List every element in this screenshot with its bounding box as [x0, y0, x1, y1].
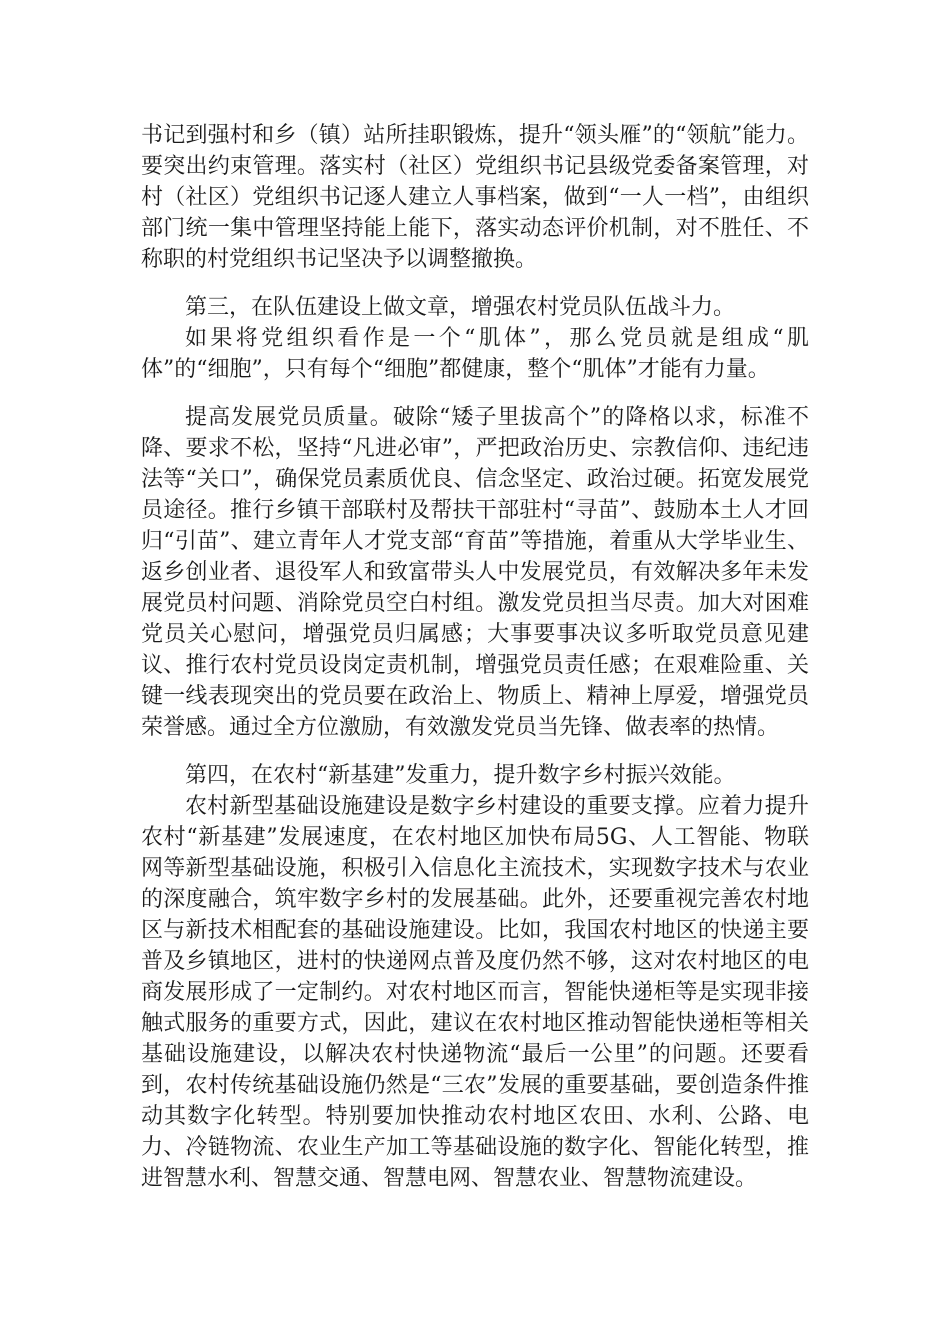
paragraph-metaphor: 如果将党组织看作是一个“肌体”，那么党员就是组成“肌体”的“细胞”，只有每个“细胞”都健康，整个“肌体”才能有力量。: [141, 326, 809, 382]
section-heading-three: 第三，在队伍建设上做文章，增强农村党员队伍战斗力。: [185, 295, 736, 320]
paragraph-new-infrastructure: 农村新型基础设施建设是数字乡村建设的重要支撑。应着力提升农村“新基建”发展速度，在农村地区加快布局5G、人工智能、物联网等新型基础设施，积极引入信息化主流技术，实现数字技术与农业的深度融合，筑牢数字乡村的发展基础。此外，还要重视完善农村地区与新技术相配套的基础设施建设。比如，我国农村地区的快递主要普及乡镇地区，进村的快递网点普及度仍然不够，这对农村地区的电商发展形成了一定制约。对农村地区而言，智能快递柜等是实现非接触式服务的重要方式，因此，建议在农村地区推动智能快递柜等相关基础设施建设，以解决农村快递物流“最后一公里”的问题。还要看到，农村传统基础设施仍然是“三农”发展的重要基础，要创造条件推动其数字化转型。特别要加快推动农村地区农田、水利、公路、电力、冷链物流、农业生产加工等基础设施的数字化、智能化转型，推进智慧水利、智慧交通、智慧电网、智慧农业、智慧物流建设。: [141, 794, 809, 1191]
paragraph-continuation: 书记到强村和乡（镇）站所挂职锻炼，提升“领头雁”的“领航”能力。要突出约束管理。落实村（社区）党组织书记县级党委备案管理，对村（社区）党组织书记逐人建立人事档案，做到“一人一档”，由组织部门统一集中管理坚持能上能下，落实动态评价机制，对不胜任、不称职的村党组织书记坚决予以调整撤换。: [141, 123, 809, 272]
section-heading-four: 第四，在农村“新基建”发重力，提升数字乡村振兴效能。: [185, 763, 736, 788]
document-body: [141, 120, 809, 1194]
paragraph-party-members: 提高发展党员质量。破除“矮子里拔高个”的降格以求，标准不降、要求不松，坚持“凡进必审”，严把政治历史、宗教信仰、违纪违法等“关口”，确保党员素质优良、信念坚定、政治过硬。拓宽发展党员途径。推行乡镇干部联村及帮扶干部驻村“寻苗”、鼓励本土人才回归“引苗”、建立青年人才党支部“育苗”等措施，着重从大学毕业生、返乡创业者、退役军人和致富带头人中发展党员，有效解决多年未发展党员村问题、消除党员空白村组。激发党员担当尽责。加大对困难党员关心慰问，增强党员归属感；大事要事决议多听取党员意见建议、推行农村党员设岗定责机制，增强党员责任感；在艰难险重、关键一线表现突出的党员要在政治上、物质上、精神上厚爱，增强党员荣誉感。通过全方位激励，有效激发党员当先锋、做表率的热情。: [141, 405, 809, 740]
